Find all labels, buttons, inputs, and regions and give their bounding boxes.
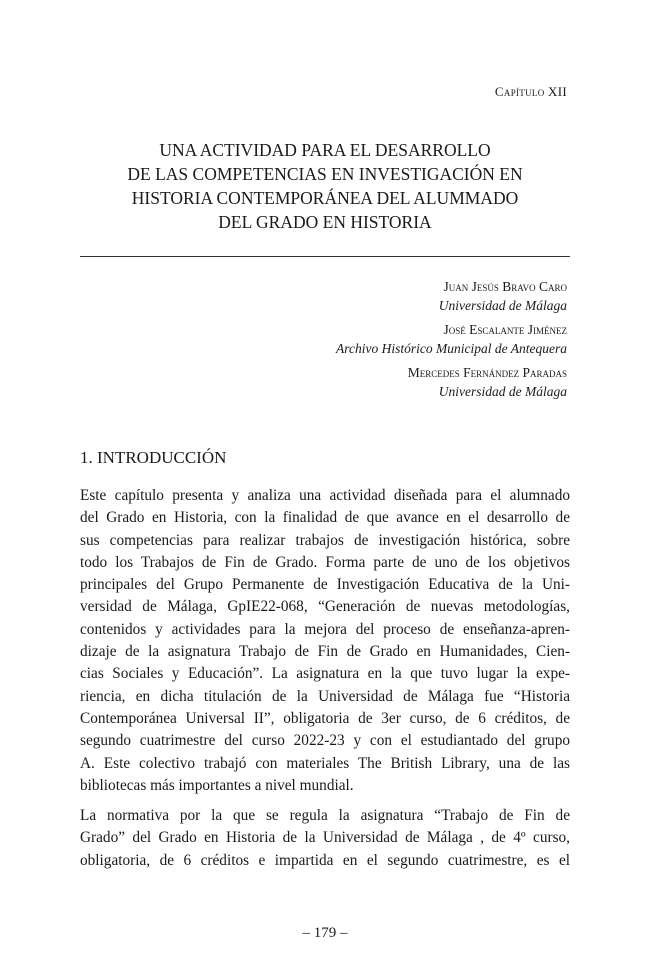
text-line: del Grado en Historia, con la finalidad de que avance en el desarrollo de [80,509,570,527]
text-line: versidad de Málaga, GpIE22-068, “Generación de nuevas metodologías, [80,598,570,616]
paragraph [80,485,570,797]
title-line: DEL GRADO EN HISTORIA [218,212,432,232]
title-line: DE LAS COMPETENCIAS EN INVESTIGACIÓN EN [127,164,523,184]
text-line: todo los Trabajos de Fin de Grado. Forma parte de uno de los objetivos [80,553,570,571]
text-line: obligatoria, de 6 créditos e impartida en el segundo cuatrimestre, es el [80,851,570,869]
author-name: Juan Jesús Bravo Caro [443,279,567,294]
text-line: La normativa por la que se regula la asignatura “Trabajo de Fin de [80,807,570,825]
text-line: sus competencias para realizar trabajos de investigación histórica, sobre [80,531,570,549]
text-line: riencia, en dicha titulación de la Universidad de Málaga fue “Historia [80,687,570,705]
text-line: segundo cuatrimestre del curso 2022-23 y con el estudiantado del grupo [80,732,570,750]
section-heading: 1. INTRODUCCIÓN [80,448,227,467]
title-line: UNA ACTIVIDAD PARA EL DESARROLLO [159,140,491,160]
author-affiliation: Archivo Histórico Municipal de Antequera [336,341,567,356]
text-line: Este capítulo presenta y analiza una actividad diseñada para el alumnado [80,487,570,504]
text-line: cias Sociales y Educación”. La asignatura en la que tuvo lugar la expe- [80,665,570,683]
paragraph [80,805,570,872]
text-line: bibliotecas más importantes a nivel mundial. [80,776,354,794]
chapter-title [80,138,570,234]
page-number: – 179 – [302,925,348,941]
author-block [336,277,567,406]
text-line: A. Este colectivo trabajó con materiales The British Library, una de las [80,754,570,772]
title-divider [80,256,570,257]
text-line: principales del Grupo Permanente de Investigación Educativa de la Uni- [80,576,570,594]
text-line: Contemporánea Universal II”, obligatoria de 3er curso, de 6 créditos, de [80,709,570,727]
author-name: Mercedes Fernández Paradas [407,365,567,380]
author-affiliation: Universidad de Málaga [438,298,567,313]
text-line: contenidos y actividades para la mejora del proceso de enseñanza-apren- [80,620,570,638]
author-affiliation: Universidad de Málaga [438,384,567,399]
text-line: dizaje de la asignatura Trabajo de Fin de Grado en Humanidades, Cien- [80,643,570,661]
author-name: José Escalante Jiménez [443,322,567,337]
text-line: Grado” del Grado en Historia de la Universidad de Málaga , de 4º curso, [80,829,570,847]
body-text [80,485,570,880]
title-line: HISTORIA CONTEMPORÁNEA DEL ALUMMADO [131,188,519,208]
chapter-label: Capítulo XII [494,84,567,99]
